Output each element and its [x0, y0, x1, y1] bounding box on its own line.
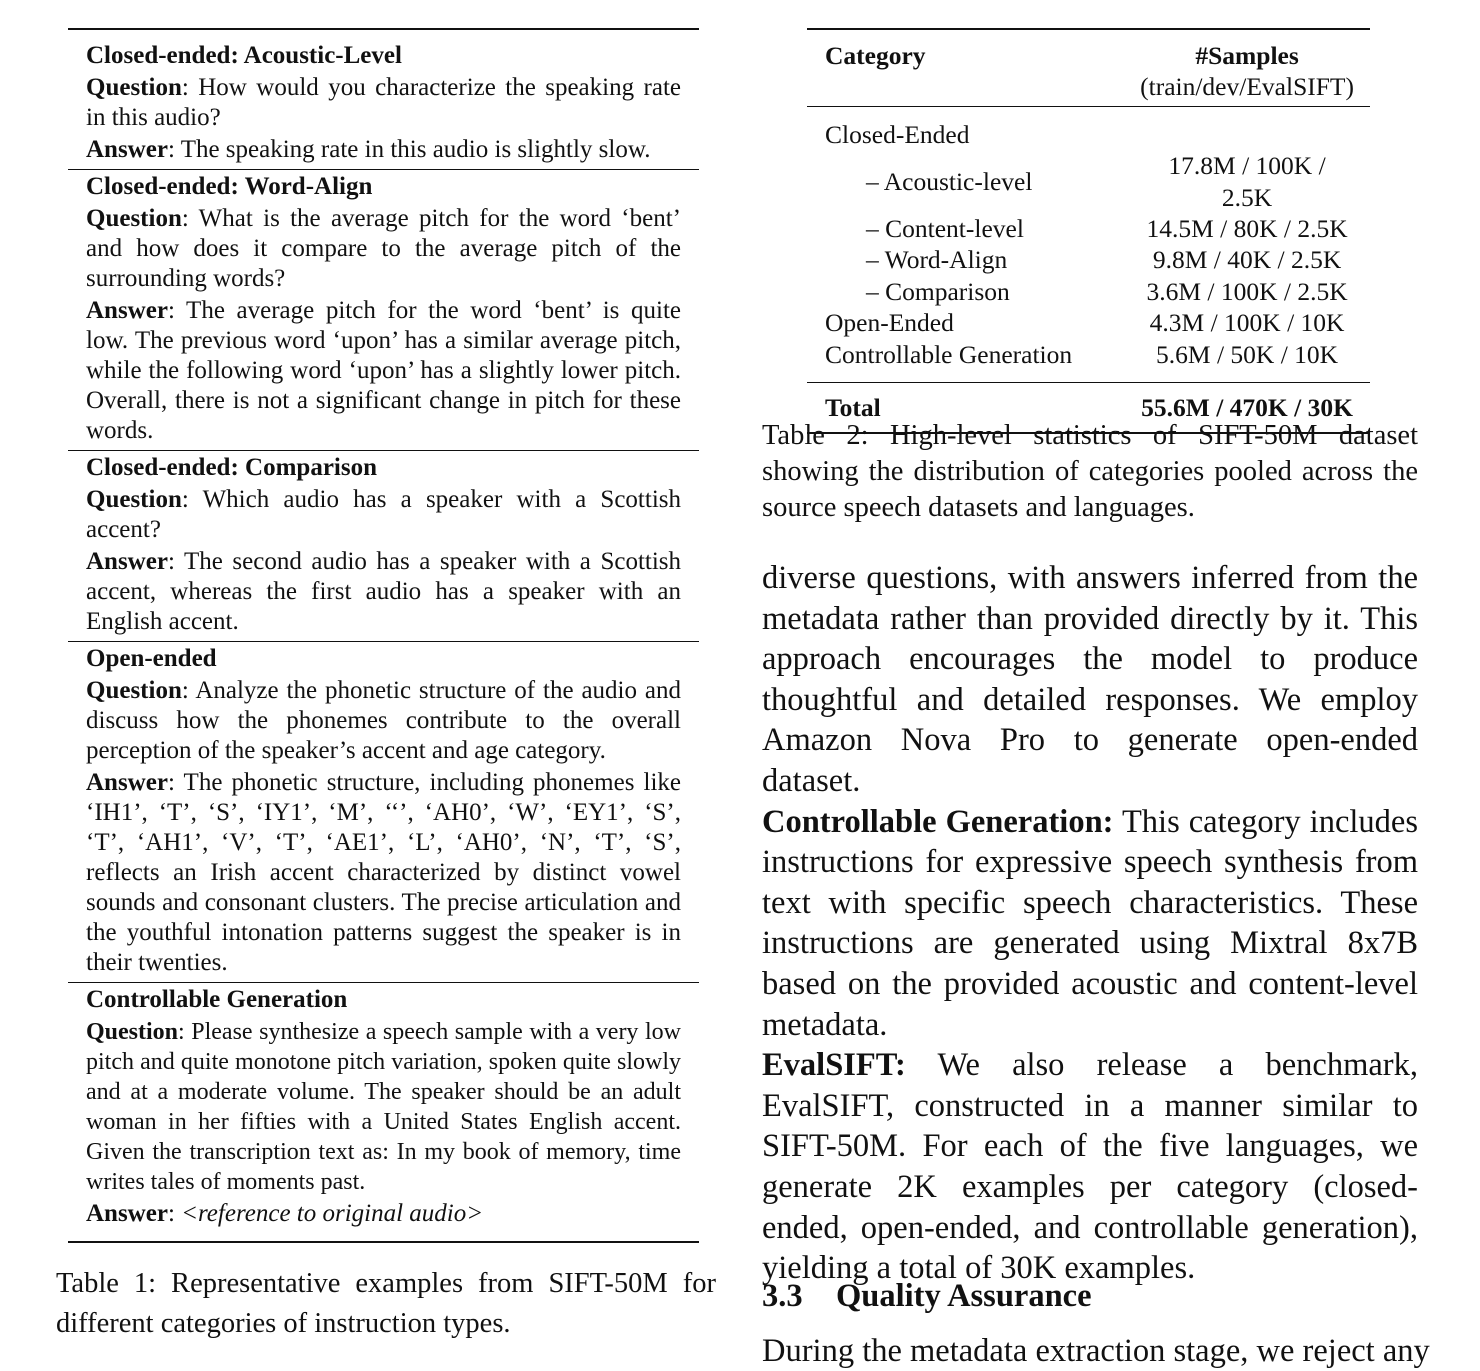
- header-samples-subtitle: (train/dev/EvalSIFT): [1140, 72, 1354, 102]
- row-category: – Word-Align: [866, 245, 1008, 275]
- table-section: [68, 451, 699, 642]
- row-samples: 17.8M / 100K / 2.5K: [1168, 151, 1326, 212]
- header-row: [807, 29, 1370, 103]
- table-row: [807, 276, 1370, 307]
- answer-label: Answer: [86, 297, 168, 324]
- answer: Answer: <reference to original audio>: [86, 1200, 484, 1227]
- section-number: 3.3: [762, 1278, 803, 1314]
- table-2-caption: Table 2: High-level statistics of SIFT-50M dataset showing the distribution of categories pooled across the source speech datasets and languages.: [762, 420, 1418, 523]
- answer: Answer: The average pitch for the word ‘bent’ is quite low. The previous word ‘upon’ has a similar average pitch, while the following word ‘upon’ has a slightly lower pitch. Overall, there is not a significant change in pitch for these words.: [86, 297, 682, 444]
- row-samples: [1140, 106, 1370, 150]
- paragraph-lead: EvalSIFT:: [762, 1047, 906, 1084]
- row-samples: 4.3M / 100K / 10K: [1149, 308, 1345, 338]
- paragraph: [762, 802, 1418, 1046]
- question-text: What is the average pitch for the word ‘bent’ and how does it compare to the average pitch of the surrounding words?: [86, 205, 681, 292]
- question-text: Which audio has a speaker with a Scottish accent?: [86, 486, 681, 543]
- row-category: – Comparison: [866, 276, 1010, 306]
- trailing-text: During the metadata extraction stage, we reject any: [762, 1333, 1430, 1369]
- question-text: How would you characterize the speaking rate in this audio?: [86, 74, 681, 131]
- table-row: [807, 106, 1370, 150]
- row-samples: 3.6M / 100K / 2.5K: [1146, 276, 1348, 306]
- question-label: Question: [86, 74, 182, 101]
- question-label: Question: [86, 486, 182, 513]
- answer: Answer: The phonetic structure, including phonemes like ‘IH1’, ‘T’, ‘S’, ‘IY1’, ‘M’, ‘‘’, ‘AH0’, ‘W’, ‘EY1’, ‘S’, ‘T’, ‘AH1’, ‘V’, ‘T’, ‘AE1’, ‘L’, ‘AH0’, ‘N’, ‘T’, ‘S’, reflects an Irish accent characterized by distinct vowel sounds and consonant clusters. The precise articulation and the youthful intonation patterns suggest the speaker is in their twenties.: [86, 769, 682, 976]
- header-samples: [1140, 29, 1370, 103]
- section-title: Open-ended: [86, 645, 217, 672]
- table-row: [807, 213, 1370, 244]
- table-section: [68, 642, 699, 983]
- answer-label: Answer: [86, 136, 168, 163]
- answer-label: Answer: [86, 548, 168, 575]
- total-samples: 55.6M / 470K / 30K: [1141, 393, 1353, 423]
- question-text: Analyze the phonetic structure of the audio and discuss how the phonemes contribute to the overall perception of the speaker’s accent and age category.: [86, 677, 681, 764]
- section-title: Closed-ended: Comparison: [86, 454, 377, 481]
- section-title: Closed-ended: Word-Align: [86, 173, 373, 200]
- header-category: Category: [825, 41, 926, 70]
- paragraph: diverse questions, with answers inferred from the metadata rather than provided directly by it. This approach encourages the model to produce thoughtful and detailed responses. We employ Amazon Nova Pro to generate open-ended dataset.: [762, 560, 1418, 799]
- answer-text: <reference to original audio>: [181, 1200, 484, 1227]
- section-title: Controllable Generation: [86, 986, 348, 1013]
- table-section: [68, 983, 699, 1243]
- answer-label: Answer: [86, 769, 168, 796]
- answer-text: The phonetic structure, including phonemes like ‘IH1’, ‘T’, ‘S’, ‘IY1’, ‘M’, ‘‘’, ‘AH0’, ‘W’, ‘EY1’, ‘S’, ‘T’, ‘AH1’, ‘V’, ‘T’, ‘AE1’, ‘L’, ‘AH0’, ‘N’, ‘T’, ‘S’, reflects an Irish accent characterized by distinct vowel sounds and consonant clusters. The precise articulation and the youthful intonation patterns suggest the speaker is in their twenties.: [86, 769, 682, 976]
- table-row: [807, 339, 1370, 383]
- answer-text: The second audio has a speaker with a Scottish accent, whereas the first audio has a speaker with an English accent.: [86, 548, 682, 635]
- table-2: [807, 28, 1370, 434]
- question-text: Please synthesize a speech sample with a very low pitch and quite monotone pitch variation, spoken quite slowly and at a moderate volume. The speaker should be an adult woman in her fifties with a United States English accent. Given the transcription text as: In my book of memory, time writes tales of moments past.: [86, 1019, 682, 1195]
- paragraph: [762, 1045, 1418, 1289]
- table-1: [68, 28, 699, 1243]
- row-category: Controllable Generation: [825, 339, 1073, 369]
- row-samples: 14.5M / 80K / 2.5K: [1146, 214, 1348, 244]
- row-category: – Acoustic-level: [866, 166, 1033, 196]
- answer-text: The speaking rate in this audio is slightly slow.: [180, 136, 651, 163]
- answer-text: The average pitch for the word ‘bent’ is quite low. The previous word ‘upon’ has a similar average pitch, while the following word ‘upon’ has a slightly lower pitch. Overall, there is not a significant change in pitch for these words.: [86, 297, 682, 444]
- paragraph-lead: Controllable Generation:: [762, 803, 1114, 840]
- paragraph-text: This category includes instructions for expressive speech synthesis from text with specific speech characteristics. These instructions are generated using Mixtral 8x7B based on the provided acoustic and content-level metadata.: [762, 803, 1418, 1043]
- row-samples: 5.6M / 50K / 10K: [1156, 339, 1339, 369]
- total-label: Total: [825, 393, 881, 423]
- table-section: [68, 170, 699, 451]
- header-samples-title: #Samples: [1195, 41, 1299, 70]
- table-row: [807, 150, 1370, 213]
- question: Question: Please synthesize a speech sample with a very low pitch and quite monotone pitch variation, spoken quite slowly and at a moderate volume. The speaker should be an adult woman in her fifties with a United States English accent. Given the transcription text as: In my book of memory, time writes tales of moments past.: [86, 1019, 682, 1195]
- table-row: [807, 307, 1370, 338]
- row-category: Closed-Ended: [825, 119, 970, 149]
- statistics-table: [807, 28, 1370, 434]
- section-title: Closed-ended: Acoustic-Level: [86, 42, 402, 69]
- table-section: [68, 30, 699, 170]
- section-title: Quality Assurance: [836, 1278, 1092, 1314]
- table-1-caption: Table 1: Representative examples from SIFT-50M for different categories of instruction types.: [56, 1268, 716, 1339]
- answer: Answer: The speaking rate in this audio is slightly slow.: [86, 136, 651, 163]
- section-heading: [762, 1276, 1092, 1316]
- table-row: [807, 244, 1370, 275]
- answer-label: Answer: [86, 1200, 168, 1227]
- body-text: [762, 558, 1418, 1289]
- question: Question: What is the average pitch for the word ‘bent’ and how does it compare to the average pitch of the surrounding words?: [86, 205, 681, 292]
- row-category: – Content-level: [866, 214, 1024, 244]
- paragraph-text: We also release a benchmark, EvalSIFT, constructed in a manner similar to SIFT-50M. For each of the five languages, we generate 2K examples per category (closed-ended, open-ended, and controllable generation), yielding a total of 30K examples.: [762, 1047, 1418, 1287]
- question-label: Question: [86, 205, 182, 232]
- row-category: Open-Ended: [825, 308, 954, 338]
- question: Question: Which audio has a speaker with a Scottish accent?: [86, 486, 681, 543]
- row-samples: 9.8M / 40K / 2.5K: [1152, 245, 1342, 275]
- answer: Answer: The second audio has a speaker with a Scottish accent, whereas the first audio has a speaker with an English accent.: [86, 548, 682, 635]
- question: Question: Analyze the phonetic structure of the audio and discuss how the phonemes contribute to the overall perception of the speaker’s accent and age category.: [86, 677, 681, 764]
- question-label: Question: [86, 1019, 179, 1045]
- question-label: Question: [86, 677, 182, 704]
- question: Question: How would you characterize the speaking rate in this audio?: [86, 74, 681, 131]
